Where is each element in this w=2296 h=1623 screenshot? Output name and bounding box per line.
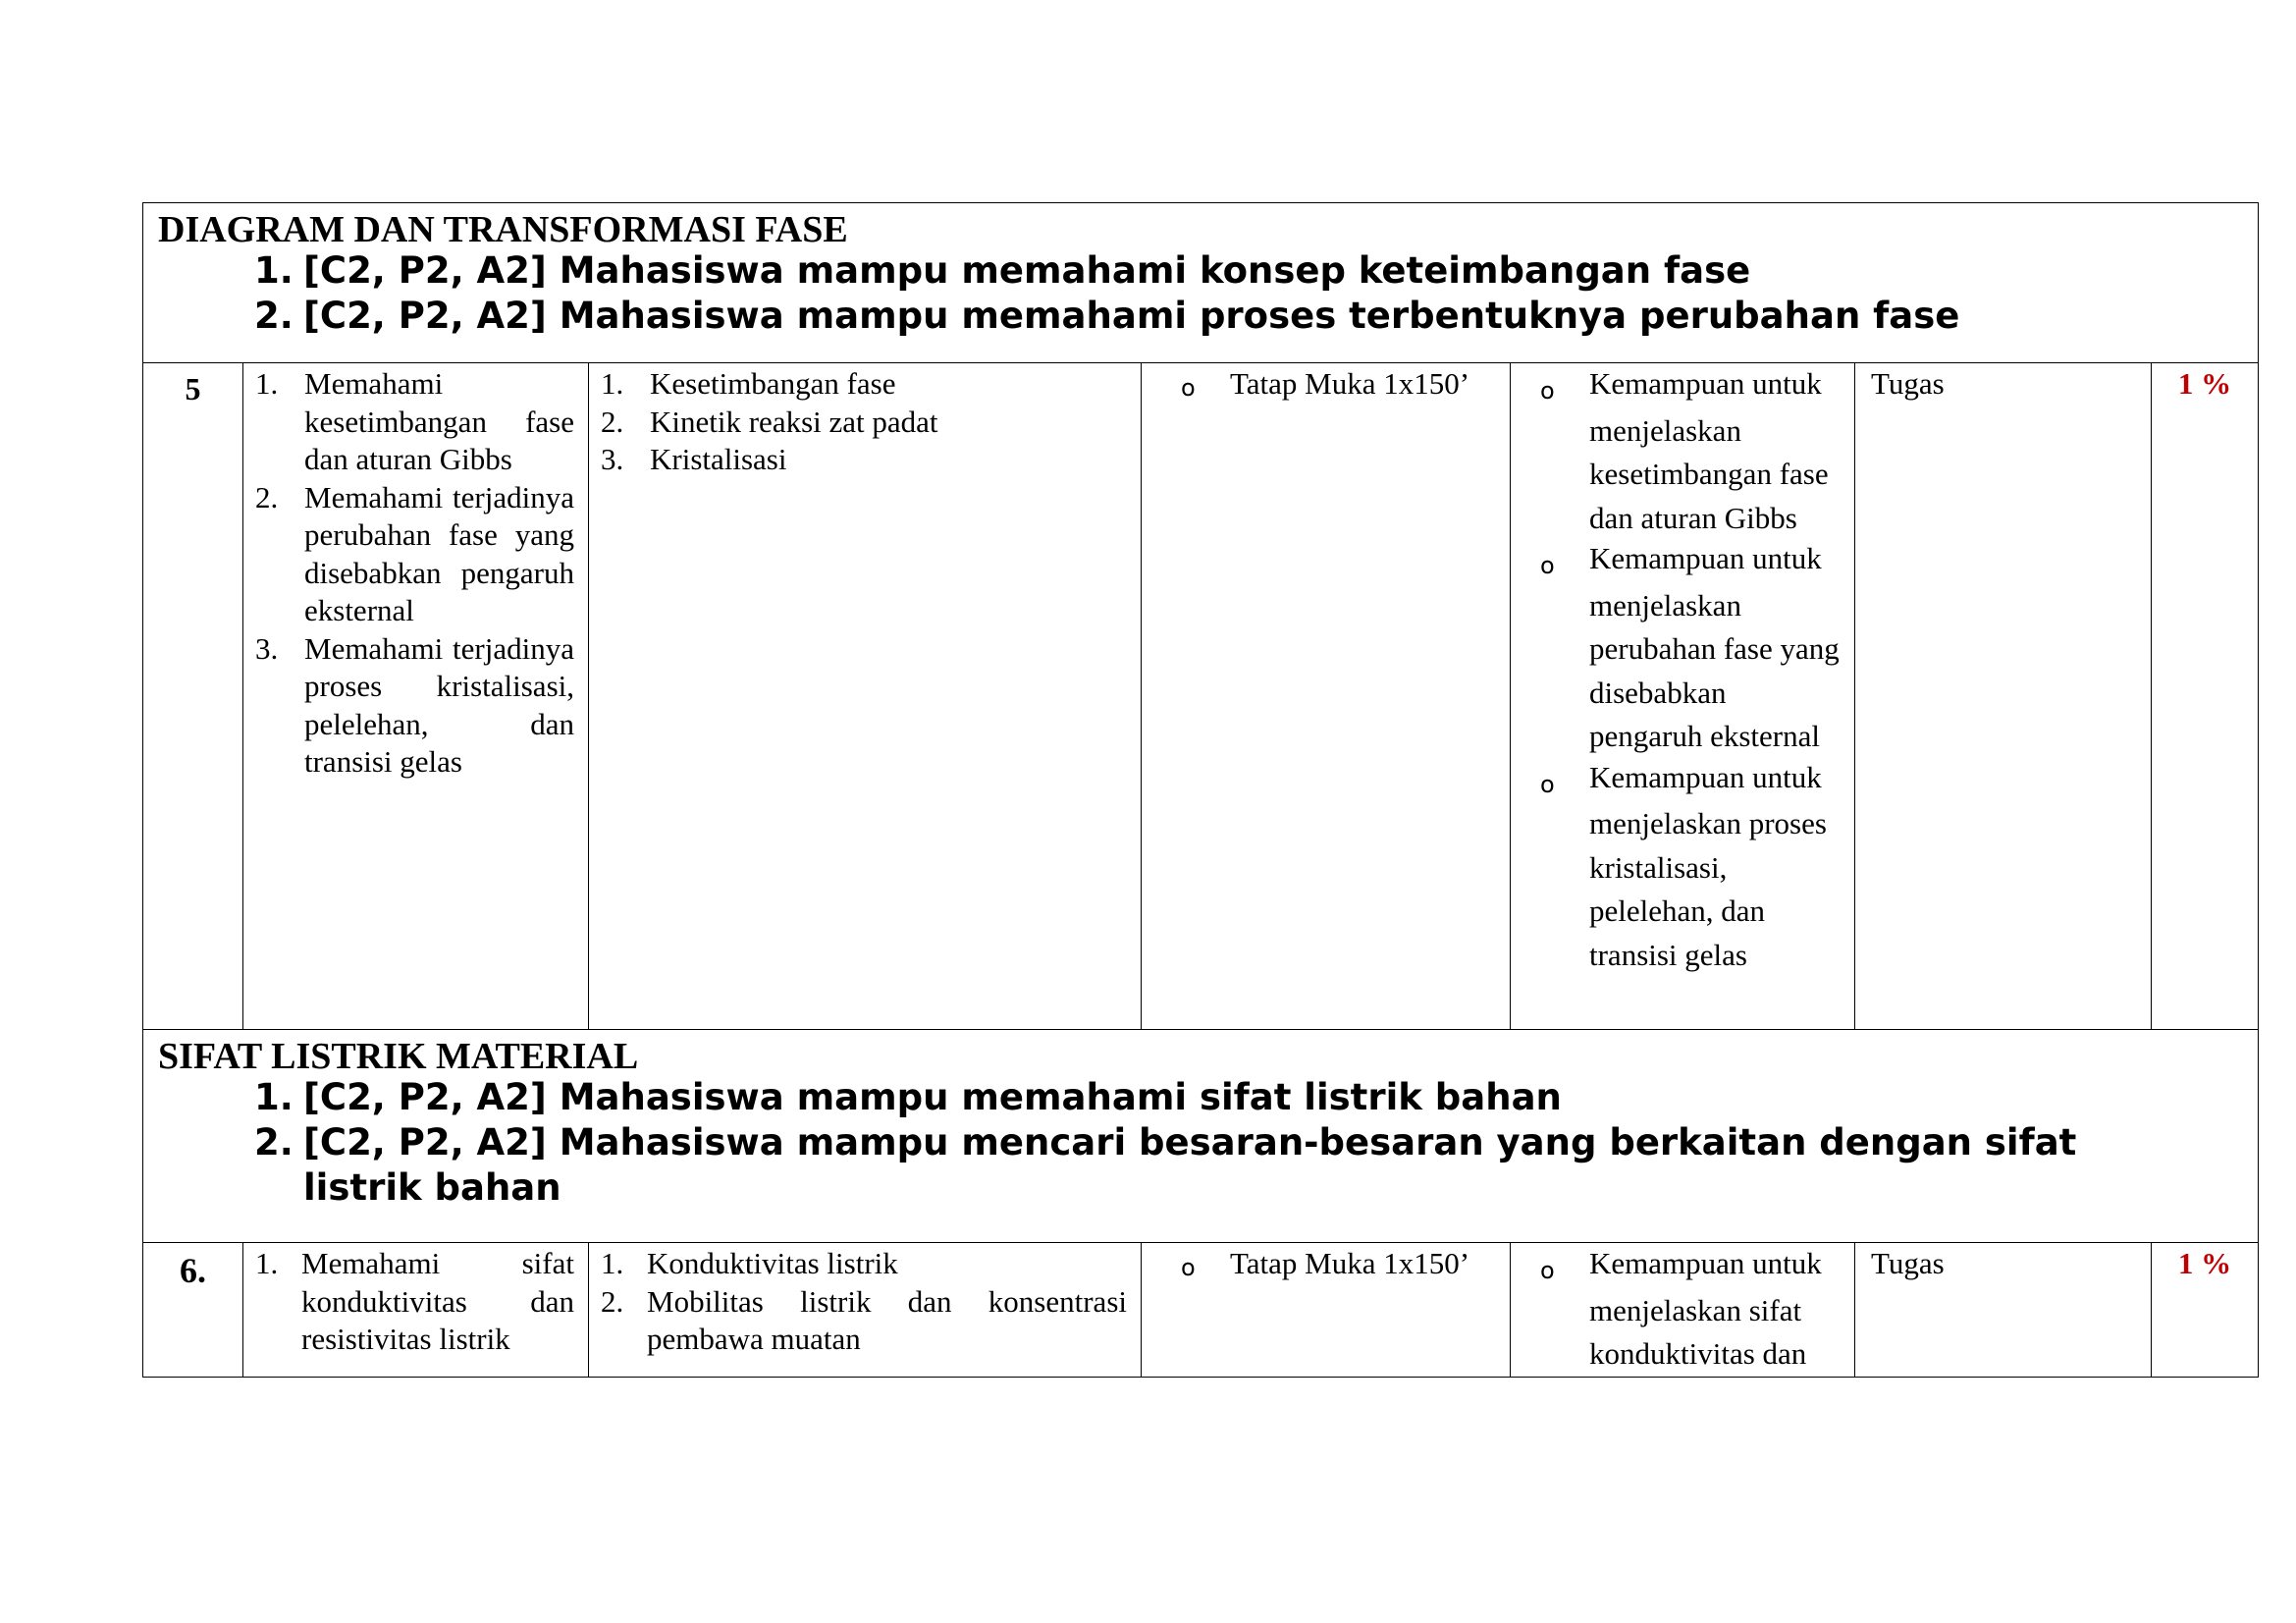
criteria-text: Kemampuan untuk bbox=[1589, 759, 1822, 794]
item-number: 1. bbox=[255, 366, 279, 401]
goal-text: [C2, P2, A2] Mahasiswa mampu memahami konsep keteimbangan fase bbox=[303, 249, 1751, 292]
goal-item bbox=[143, 294, 2258, 339]
item-text: Kesetimbangan fase bbox=[650, 366, 896, 401]
method-item bbox=[1142, 363, 1510, 407]
list-item bbox=[601, 1245, 1127, 1283]
item-number: 2. bbox=[601, 404, 624, 439]
table-row bbox=[143, 1243, 2259, 1378]
indicator-cell bbox=[243, 1243, 589, 1378]
list-item bbox=[601, 365, 1127, 404]
list-item bbox=[255, 1245, 574, 1359]
goal-number: 2. bbox=[254, 1121, 294, 1163]
section-header bbox=[143, 203, 2259, 363]
goal-text: [C2, P2, A2] Mahasiswa mampu memahami proses terbentuknya perubahan fase bbox=[303, 295, 1960, 337]
week-number: 5 bbox=[143, 363, 243, 1030]
list-item bbox=[601, 404, 1127, 442]
item-number: 3. bbox=[255, 630, 279, 666]
bullet-icon: o bbox=[1540, 552, 1555, 579]
criteria-text: menjelaskan sifat konduktivitas dan bbox=[1589, 1292, 1807, 1371]
criteria-text: menjelaskan perubahan fase yang disebabkan pengaruh eksternal bbox=[1589, 587, 1840, 753]
assessment-cell: Tugas bbox=[1855, 363, 2152, 1030]
bullet-icon: o bbox=[1540, 770, 1555, 798]
criteria-item bbox=[1540, 365, 1844, 540]
goal-text: [C2, P2, A2] Mahasiswa mampu memahami sifat listrik bahan bbox=[303, 1076, 1562, 1118]
item-number: 1. bbox=[601, 1246, 624, 1280]
bullet-icon: o bbox=[1181, 374, 1196, 402]
item-number: 3. bbox=[601, 442, 624, 476]
item-text: Memahami sifat konduktivitas dan resistivitas listrik bbox=[301, 1246, 574, 1356]
criteria-item bbox=[1540, 759, 1844, 978]
rps-table bbox=[142, 202, 2259, 1378]
material-list bbox=[601, 365, 1127, 479]
indicator-list bbox=[255, 1245, 574, 1359]
weight-cell: 1 % bbox=[2152, 363, 2259, 1030]
week-number: 6. bbox=[143, 1243, 243, 1378]
list-item bbox=[255, 479, 574, 630]
learning-goals bbox=[143, 248, 2258, 339]
goal-item bbox=[143, 1120, 2258, 1211]
criteria-cell bbox=[1511, 1243, 1855, 1378]
criteria-cell bbox=[1511, 363, 1855, 1030]
bullet-icon: o bbox=[1540, 1257, 1555, 1284]
item-number: 1. bbox=[601, 366, 624, 401]
section-title: SIFAT LISTRIK MATERIAL bbox=[158, 1036, 639, 1077]
method-cell bbox=[1142, 1243, 1511, 1378]
list-item bbox=[255, 630, 574, 782]
assessment-cell: Tugas bbox=[1855, 1243, 2152, 1378]
method-text: Tatap Muka 1x150’ bbox=[1230, 366, 1470, 401]
learning-goals bbox=[143, 1075, 2258, 1211]
item-number: 2. bbox=[601, 1283, 624, 1319]
goal-text: [C2, P2, A2] Mahasiswa mampu mencari besaran-besaran yang berkaitan dengan sifat listrik bahan bbox=[303, 1121, 2077, 1209]
list-item bbox=[255, 365, 574, 479]
material-cell bbox=[589, 1243, 1142, 1378]
material-cell bbox=[589, 363, 1142, 1030]
indicator-list bbox=[255, 365, 574, 782]
item-text: Memahami terjadinya proses kristalisasi, pelelehan, dan transisi gelas bbox=[304, 630, 574, 779]
item-text: Mobilitas listrik dan konsentrasi pembawa muatan bbox=[647, 1283, 1127, 1356]
criteria-text: Kemampuan untuk bbox=[1589, 1246, 1822, 1280]
goal-item bbox=[143, 248, 2258, 294]
criteria-item bbox=[1540, 1245, 1844, 1377]
bullet-icon: o bbox=[1181, 1254, 1196, 1281]
criteria-text: menjelaskan proses kristalisasi, pelelehan, dan transisi gelas bbox=[1589, 806, 1827, 972]
list-item bbox=[601, 1283, 1127, 1359]
indicator-cell bbox=[243, 363, 589, 1030]
criteria-item bbox=[1540, 540, 1844, 759]
criteria-text: Kemampuan untuk bbox=[1589, 541, 1822, 575]
goal-number: 1. bbox=[254, 1076, 294, 1118]
table-row bbox=[143, 363, 2259, 1030]
method-item bbox=[1142, 1243, 1510, 1287]
criteria-text: menjelaskan kesetimbangan fase dan aturan Gibbs bbox=[1589, 412, 1829, 535]
item-text: Memahami kesetimbangan fase dan aturan Gibbs bbox=[304, 366, 574, 476]
item-number: 2. bbox=[255, 479, 279, 514]
bullet-icon: o bbox=[1540, 377, 1555, 405]
section-title: DIAGRAM DAN TRANSFORMASI FASE bbox=[158, 209, 848, 250]
goal-item bbox=[143, 1075, 2258, 1120]
item-text: Kristalisasi bbox=[650, 442, 787, 476]
material-list bbox=[601, 1245, 1127, 1359]
item-text: Konduktivitas listrik bbox=[647, 1246, 898, 1280]
goal-number: 1. bbox=[254, 249, 294, 292]
item-number: 1. bbox=[255, 1246, 279, 1280]
method-cell bbox=[1142, 363, 1511, 1030]
list-item bbox=[601, 441, 1127, 479]
section-header bbox=[143, 1030, 2259, 1243]
item-text: Kinetik reaksi zat padat bbox=[650, 404, 938, 439]
goal-number: 2. bbox=[254, 295, 294, 337]
criteria-text: Kemampuan untuk bbox=[1589, 366, 1822, 401]
item-text: Memahami terjadinya perubahan fase yang disebabkan pengaruh eksternal bbox=[304, 479, 574, 627]
method-text: Tatap Muka 1x150’ bbox=[1230, 1246, 1470, 1280]
weight-cell: 1 % bbox=[2152, 1243, 2259, 1378]
